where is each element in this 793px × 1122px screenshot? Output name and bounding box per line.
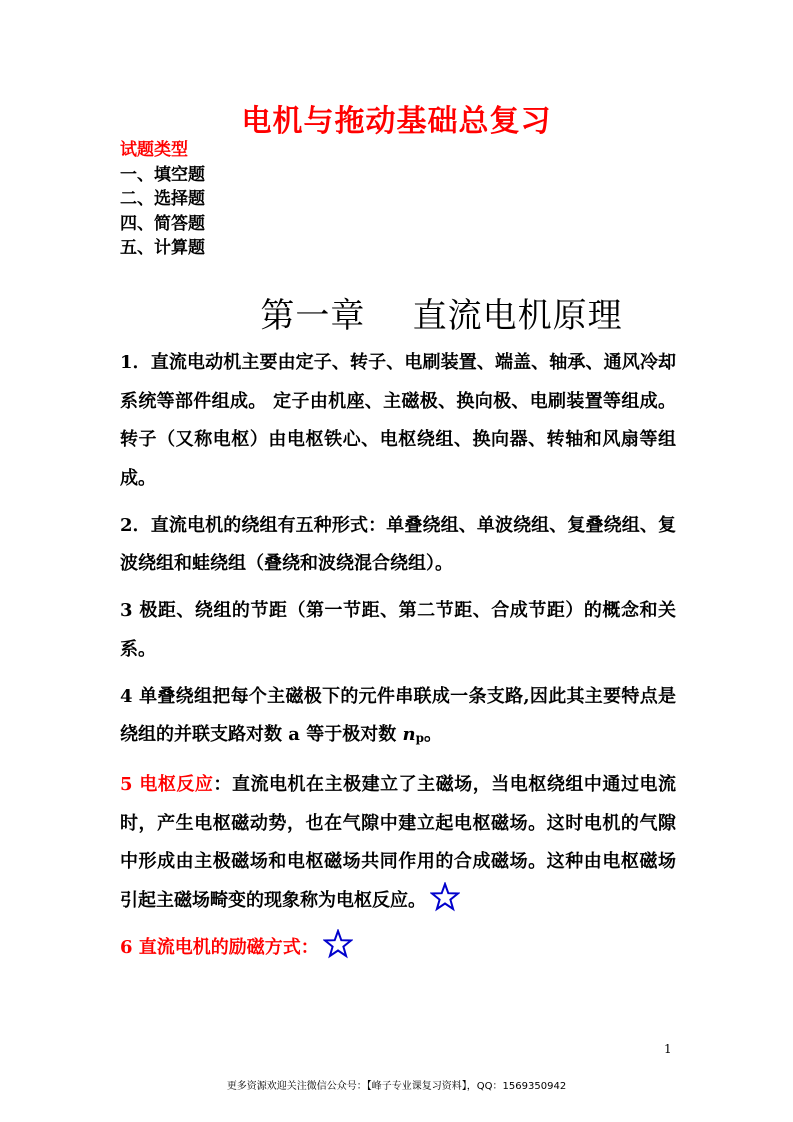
chapter-body [120,344,676,976]
star-icon [430,882,460,912]
pole-pairs-symbol [402,724,423,745]
pole-pairs-subscript: p [415,731,424,745]
footer-note: 更多资源欢迎关注微信公众号：【峰子专业课复习资料】，QQ：1569350942 [226,1081,567,1092]
paragraph-2: 2．直流电机的绕组有五种形式：单叠绕组、单波绕组、复叠绕组、复波绕组和蛙绕组（叠绕和波绕混合绕组）。 [120,514,676,574]
pole-pairs-symbol-base: n [402,724,416,745]
paragraph-6 [120,929,676,968]
armature-reaction-label: 5 电枢反应 [120,774,214,795]
question-type-item: 一、填空题 [120,164,205,185]
star-icon [323,929,353,959]
paragraph-3: 3 极距、绕组的节距（第一节距、第二节距、合成节距）的概念和关系。 [120,600,676,660]
question-types [120,138,205,261]
question-type-item: 四、简答题 [120,213,205,234]
question-type-item: 五、计算题 [120,238,205,258]
document-title: 电机与拖动基础总复习 [241,104,552,139]
paragraph-4-end: 。 [423,724,442,745]
paragraph-1: 1．直流电动机主要由定子、转子、电刷装置、端盖、轴承、通风冷却系统等部件组成。 定子由机座、主磁极、换向极、电刷装置等组成。转子（又称电枢）由电枢铁心、电枢绕组、换向器、转轴和风扇等组成。 [120,352,676,489]
question-types-heading: 试题类型 [120,140,188,160]
chapter-title: 第一章 直流电机原理 [260,296,623,336]
paragraph-4-text: 4 单叠绕组把每个主磁极下的元件串联成一条支路,因此其主要特点是绕组的并联支路对数 a 等于极对数 [120,685,676,745]
excitation-method-label: 6 直流电机的励磁方式： [120,936,319,958]
armature-reaction-text: ：直流电机在主极建立了主磁场，当电枢绕组中通过电流时，产生电枢磁动势，也在气隙中建立起电枢磁场。这时电机的气隙中形成由主极磁场和电枢磁场共同作用的合成磁场。这种由电枢磁场引起主磁场畸变的现象称为电枢反应。 [120,774,677,911]
paragraph-4 [120,678,676,758]
page-number: 1 [664,1042,672,1056]
paragraph-5 [120,766,676,920]
question-type-item: 二、选择题 [120,189,205,209]
